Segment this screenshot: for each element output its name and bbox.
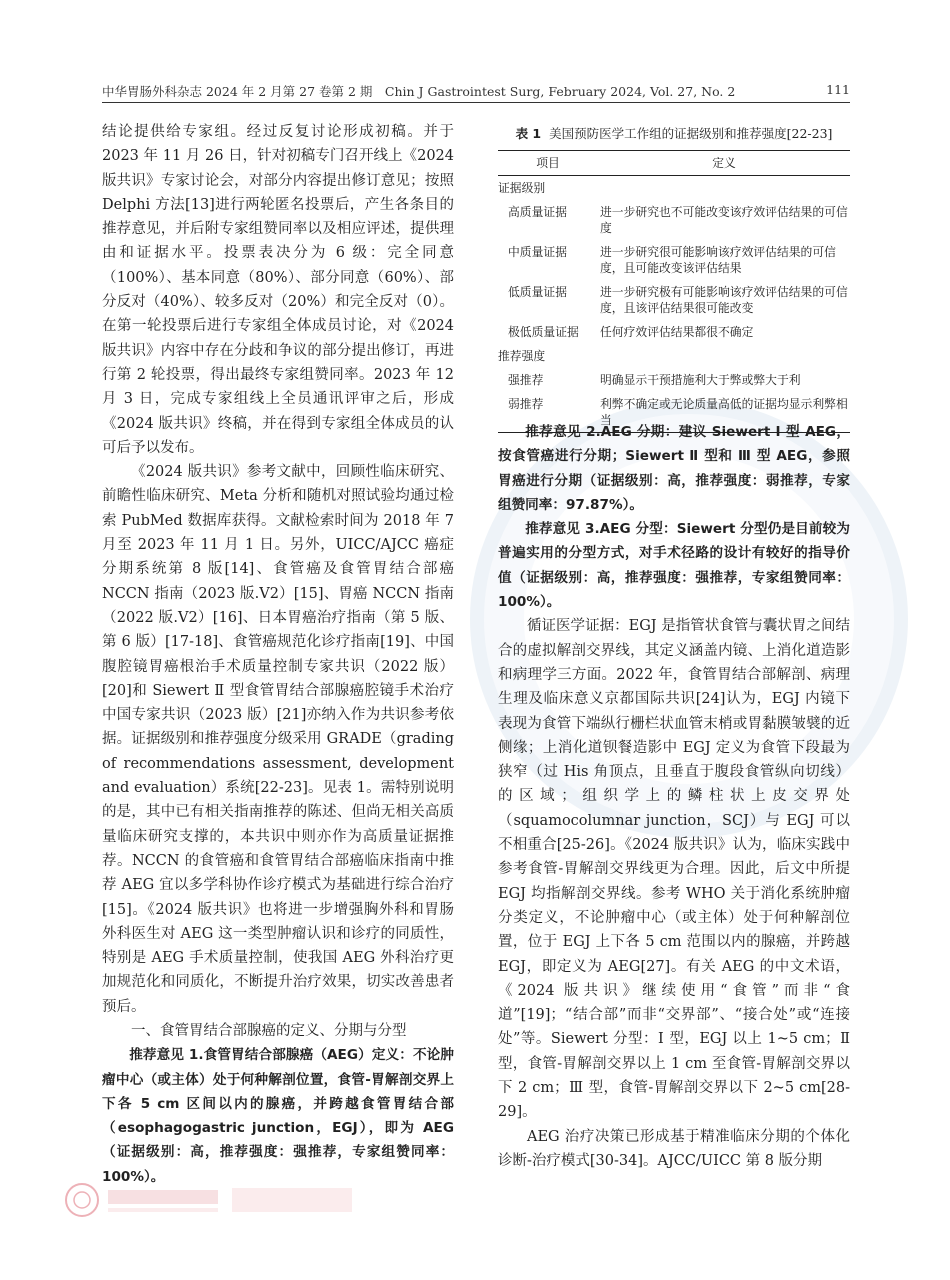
- cell-item: 低质量证据: [508, 285, 567, 299]
- table-row: [498, 320, 850, 344]
- running-header: [102, 80, 850, 103]
- cell-item: 弱推荐: [508, 397, 544, 411]
- evidence-table: [498, 150, 850, 433]
- cell-definition: 进一步研究极有可能影响该疗效评估结果的可信度，且该评估结果很可能改变: [600, 285, 848, 315]
- header-definition: 定义: [712, 156, 736, 170]
- page-number: 111: [826, 82, 850, 97]
- paragraph-references: 《2024 版共识》参考文献中，回顾性临床研究、前瞻性临床研究、Meta 分析和随机对照试验均通过检索 PubMed 数据库获得。文献检索时间为 2018 年 7 月至 2023 年 11 月 1 日。另外，UICC/AJCC 癌症分期系统第 8 版[14]、食管癌及食管胃结合部癌 NCCN 指南（2023 版.V2）[15]、胃癌 NCCN 指南（2022 版.V2）[16]、日本胃癌治疗指南（第 5 版、第 6 版）[17-18]、食管癌规范化诊疗指南[19]、中国腹腔镜胃癌根治手术质量控制专家共识（2022 版）[20]和 Siewert Ⅱ 型食管胃结合部腺癌腔镜手术治疗中国专家共识（2023 版）[21]亦纳入作为共识参考依据。证据级别和推荐强度分级采用 GRADE（grading of recommendations assessment, development and evaluation）系统[22-23]。见表 1。需特别说明的是，其中已有相关指南推荐的陈述、但尚无相关高质量临床研究支撑的，本共识中则亦作为高质量证据推荐。NCCN 的食管癌和食管胃结合部癌临床指南中推荐 AEG 宜以多学科协作诊疗模式为基础进行综合治疗[15]。《2024 版共识》也将进一步增强胸外科和胃肠外科医生对 AEG 这一类型肿瘤认识和诊疗的同质性，特别是 AEG 手术质量控制，使我国 AEG 外科治疗更加规范化和同质化，不断提升治疗效果，切实改善患者预后。: [102, 464, 454, 1015]
- paragraph-last: AEG 治疗决策已形成基于精准临床分期的个体化诊断-治疗模式[30-34]。AJCC/UICC 第 8 版分期: [498, 1128, 850, 1169]
- table-row: [498, 200, 850, 240]
- table-caption: [498, 124, 850, 142]
- section-heading: 一、食管胃结合部腺癌的定义、分期与分型: [131, 1022, 407, 1039]
- table-1: [498, 124, 850, 433]
- group-evidence: 证据级别: [498, 181, 546, 195]
- journal-citation: 中华胃肠外科杂志 2024 年 2 月第 27 卷第 2 期 Chin J Gastrointest Surg, February 2024, Vol. 27, No. 2: [102, 84, 736, 99]
- table-group-row: [498, 176, 850, 201]
- recommendation-1: 推荐意见 1.食管胃结合部腺癌（AEG）定义：不论肿瘤中心（或主体）处于何种解剖位置，食管-胃解剖交界上下各 5 cm 区间以内的腺癌，并跨越食管胃结合部（esophagogastric junction，EGJ），即为 AEG（证据级别：高，推荐强度：强推荐，专家组赞同率：100%）。: [102, 1047, 454, 1185]
- table-group-row: [498, 344, 850, 368]
- recommendation-2: 推荐意见 2.AEG 分期：建议 Siewert Ⅰ 型 AEG，按食管癌进行分期；Siewert Ⅱ 型和 Ⅲ 型 AEG，参照胃癌进行分期（证据级别：高，推荐强度：弱推荐，专家组赞同率：97.87%）。: [498, 424, 850, 513]
- table-header-row: [498, 151, 850, 176]
- cell-item: 中质量证据: [508, 245, 567, 259]
- publisher-logo-icon: [62, 1180, 362, 1220]
- cell-definition: 进一步研究也不可能改变该疗效评估结果的可信度: [600, 205, 848, 235]
- table-title: 美国预防医学工作组的证据级别和推荐强度[22-23]: [549, 126, 833, 141]
- paragraph-method: 结论提供给专家组。经过反复讨论形成初稿。并于 2023 年 11 月 26 日，针对初稿专门召开线上《2024 版共识》专家讨论会，对部分内容提出修订意见；按照 Delphi 方法[13]进行两轮匿名投票后，产生各条目的推荐意见，并后附专家组赞同率以及相应评述，提供理由和证据水平。投票表决分为 6 级：完全同意（100%）、基本同意（80%）、部分同意（60%）、部分反对（40%）、较多反对（20%）和完全反对（0）。在第一轮投票后进行专家组全体成员讨论，对《2024 版共识》内容中存在分歧和争议的部分提出修订，再进行第 2 轮投票，得出最终专家组赞同率。2023 年 12 月 3 日，完成专家组线上全员通讯评审之后，形成《2024 版共识》终稿，并在得到专家组全体成员的认可后予以发布。: [102, 124, 454, 456]
- group-strength: 推荐强度: [498, 349, 546, 363]
- cell-definition: 利弊不确定或无论质量高低的证据均显示利弊相当: [600, 397, 848, 427]
- cell-definition: 任何疗效评估结果都很不确定: [600, 325, 754, 339]
- table-label: 表 1: [515, 126, 542, 141]
- cell-item: 高质量证据: [508, 205, 567, 219]
- cell-definition: 明确显示干预措施利大于弊或弊大于利: [600, 373, 801, 387]
- header-item: 项目: [536, 156, 560, 170]
- table-row: [498, 240, 850, 280]
- cell-definition: 进一步研究很可能影响该疗效评估结果的可信度，且可能改变该评估结果: [600, 245, 836, 275]
- right-column: [498, 420, 850, 1200]
- left-column: [102, 120, 454, 1200]
- publisher-logo: [62, 1180, 362, 1220]
- paragraph-evidence: 循证医学证据：EGJ 是指管状食管与囊状胃之间结合的虚拟解剖交界线，其定义涵盖内镜、上消化道造影和病理学三方面。2022 年，食管胃结合部解剖、病理生理及临床意义京都国际共识[24]认为，EGJ 内镜下表现为食管下端纵行栅栏状血管末梢或胃黏膜皱襞的近侧缘；上消化道钡餐造影中 EGJ 定义为食管下段最为狭窄（过 His 角顶点，且垂直于腹段食管纵向切线）的区域；组织学上的鳞柱状上皮交界处（squamocolumnar junction，SCJ）与 EGJ 可以不相重合[25-26]。《2024 版共识》认为，临床实践中参考食管-胃解剖交界线更为合理。因此，后文中所提 EGJ 均指解剖交界线。参考 WHO 关于消化系统肿瘤分类定义，不论肿瘤中心（或主体）处于何种解剖位置，位于 EGJ 上下各 5 cm 范围以内的腺癌，并跨越 EGJ，即定义为 AEG[27]。有关 AEG 的中文术语，《2024 版共识》继续使用“食管”而非“食道”[19]；“结合部”而非“交界部”、“接合处”或“连接处”等。Siewert 分型：Ⅰ 型，EGJ 以上 1~5 cm；Ⅱ 型，食管-胃解剖交界以上 1 cm 至食管-胃解剖交界以下 2 cm；Ⅲ 型，食管-胃解剖交界以下 2~5 cm[28-29]。: [498, 618, 850, 1121]
- table-row: [498, 280, 850, 320]
- table-row: [498, 368, 850, 392]
- cell-item: 强推荐: [508, 373, 544, 387]
- cell-item: 极低质量证据: [508, 325, 579, 339]
- recommendation-3: 推荐意见 3.AEG 分型：Siewert 分型仍是目前较为普遍实用的分型方式，对手术径路的设计有较好的指导价值（证据级别：高，推荐强度：强推荐，专家组赞同率：100%）。: [498, 521, 850, 611]
